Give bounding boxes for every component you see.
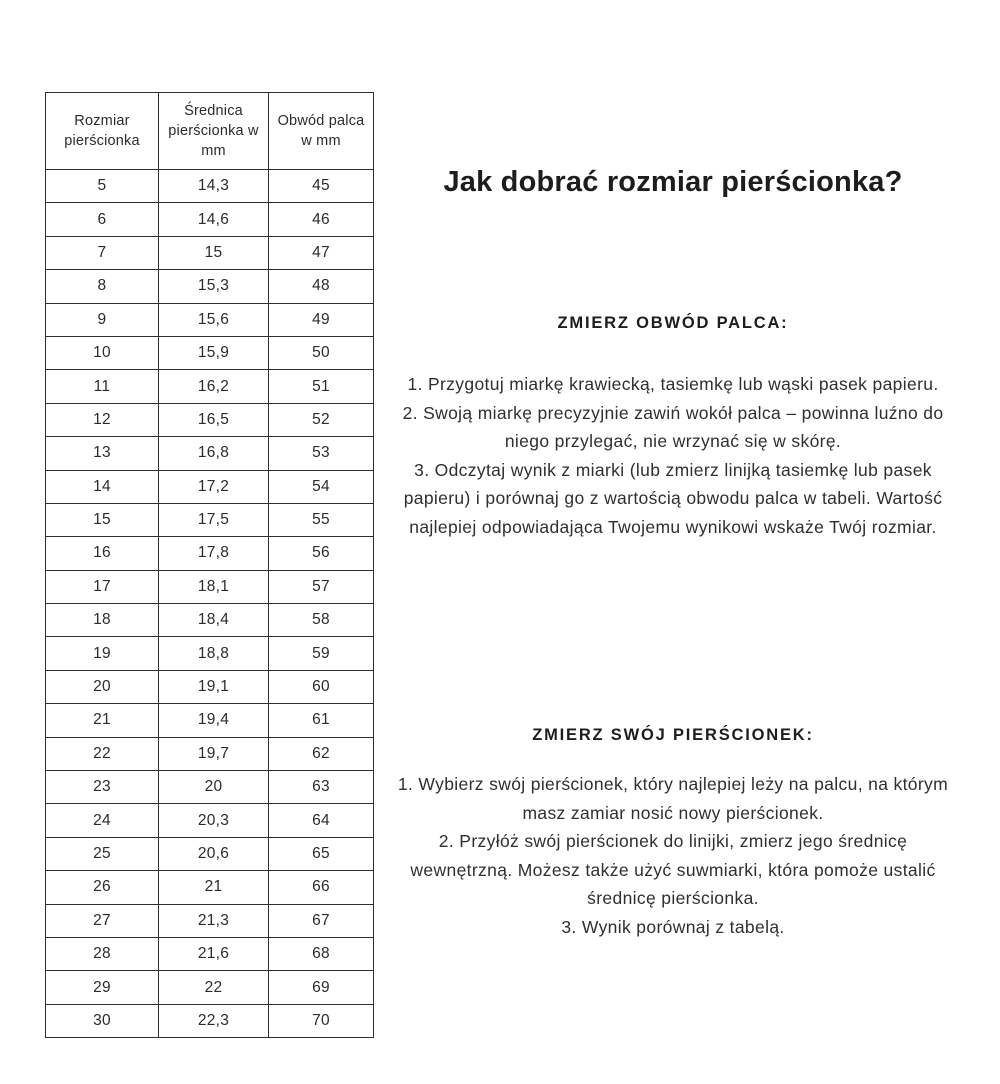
- table-cell: 63: [269, 771, 374, 804]
- table-cell: 25: [46, 837, 159, 870]
- table-cell: 26: [46, 871, 159, 904]
- table-row: [46, 1004, 374, 1037]
- table-row: [46, 937, 374, 970]
- table-row: [46, 570, 374, 603]
- table-row: [46, 470, 374, 503]
- table-cell: 65: [269, 837, 374, 870]
- table-cell: 19,4: [159, 704, 269, 737]
- table-row: [46, 604, 374, 637]
- table-cell: 17,8: [159, 537, 269, 570]
- ring-size-table-container: [45, 92, 373, 1038]
- table-cell: 21,6: [159, 937, 269, 970]
- table-cell: 30: [46, 1004, 159, 1037]
- table-row: [46, 503, 374, 536]
- table-cell: 20: [159, 771, 269, 804]
- ring-size-table-body: [46, 170, 374, 1038]
- table-cell: 21: [159, 871, 269, 904]
- table-cell: 14,3: [159, 170, 269, 203]
- table-cell: 22: [46, 737, 159, 770]
- column-header-ring-size: Rozmiar pierścionka: [46, 93, 159, 170]
- table-cell: 22: [159, 971, 269, 1004]
- table-cell: 18,8: [159, 637, 269, 670]
- table-row: [46, 437, 374, 470]
- table-cell: 14: [46, 470, 159, 503]
- instruction-item: 1. Wybierz swój pierścionek, który najlepiej leży na palcu, na którym masz zamiar nosić nowy pierścionek.: [397, 774, 949, 823]
- table-cell: 28: [46, 937, 159, 970]
- table-cell: 15,3: [159, 270, 269, 303]
- table-cell: 16,5: [159, 403, 269, 436]
- table-cell: 27: [46, 904, 159, 937]
- table-cell: 58: [269, 604, 374, 637]
- table-cell: 56: [269, 537, 374, 570]
- table-row: [46, 403, 374, 436]
- table-cell: 21,3: [159, 904, 269, 937]
- table-cell: 7: [46, 236, 159, 269]
- table-row: [46, 771, 374, 804]
- table-cell: 12: [46, 403, 159, 436]
- table-row: [46, 336, 374, 369]
- ring-size-table: [45, 92, 374, 1038]
- table-row: [46, 737, 374, 770]
- table-cell: 16,8: [159, 437, 269, 470]
- table-row: [46, 303, 374, 336]
- table-cell: 20,6: [159, 837, 269, 870]
- table-cell: 6: [46, 203, 159, 236]
- table-cell: 23: [46, 771, 159, 804]
- table-cell: 8: [46, 270, 159, 303]
- table-cell: 51: [269, 370, 374, 403]
- table-row: [46, 170, 374, 203]
- table-cell: 52: [269, 403, 374, 436]
- table-cell: 14,6: [159, 203, 269, 236]
- table-cell: 13: [46, 437, 159, 470]
- table-row: [46, 704, 374, 737]
- table-cell: 45: [269, 170, 374, 203]
- table-cell: 64: [269, 804, 374, 837]
- table-cell: 15: [46, 503, 159, 536]
- table-cell: 10: [46, 336, 159, 369]
- table-cell: 66: [269, 871, 374, 904]
- table-row: [46, 871, 374, 904]
- table-cell: 53: [269, 437, 374, 470]
- table-cell: 70: [269, 1004, 374, 1037]
- table-cell: 48: [269, 270, 374, 303]
- instruction-item: 2. Swoją miarkę precyzyjnie zawiń wokół palca – powinna luźno do niego przylegać, nie wrzynać się w skórę.: [402, 402, 944, 452]
- table-cell: 17,2: [159, 470, 269, 503]
- table-header-row: [46, 93, 374, 170]
- table-cell: 15,9: [159, 336, 269, 369]
- table-cell: 67: [269, 904, 374, 937]
- table-cell: 57: [269, 570, 374, 603]
- table-cell: 19: [46, 637, 159, 670]
- table-cell: 16: [46, 537, 159, 570]
- table-cell: 29: [46, 971, 159, 1004]
- instruction-item: 3. Wynik porównaj z tabelą.: [561, 916, 785, 937]
- table-cell: 19,7: [159, 737, 269, 770]
- section-heading-measure-finger: ZMIERZ OBWÓD PALCA:: [557, 314, 789, 332]
- table-cell: 18: [46, 604, 159, 637]
- table-cell: 16,2: [159, 370, 269, 403]
- page-title: Jak dobrać rozmiar pierścionka?: [443, 166, 903, 198]
- table-cell: 24: [46, 804, 159, 837]
- table-row: [46, 971, 374, 1004]
- table-cell: 69: [269, 971, 374, 1004]
- table-cell: 47: [269, 236, 374, 269]
- table-cell: 46: [269, 203, 374, 236]
- instruction-item: 2. Przyłóż swój pierścionek do linijki, zmierz jego średnicę wewnętrzną. Możesz także użyć suwmiarki, która pomoże ustalić średnicę pierścionka.: [410, 831, 936, 909]
- table-cell: 17,5: [159, 503, 269, 536]
- table-row: [46, 837, 374, 870]
- table-cell: 15: [159, 236, 269, 269]
- table-cell: 18,1: [159, 570, 269, 603]
- table-cell: 15,6: [159, 303, 269, 336]
- table-cell: 18,4: [159, 604, 269, 637]
- table-cell: 9: [46, 303, 159, 336]
- table-cell: 49: [269, 303, 374, 336]
- table-cell: 60: [269, 670, 374, 703]
- table-row: [46, 203, 374, 236]
- table-cell: 61: [269, 704, 374, 737]
- table-cell: 19,1: [159, 670, 269, 703]
- table-row: [46, 670, 374, 703]
- instruction-item: 3. Odczytaj wynik z miarki (lub zmierz linijką tasiemkę lub pasek papieru) i porównaj go z wartością obwodu palca w tabeli. Wartość najlepiej odpowiadająca Twojemu wynikowi wskaże Twój rozmiar.: [403, 459, 943, 537]
- table-cell: 20,3: [159, 804, 269, 837]
- table-row: [46, 904, 374, 937]
- table-row: [46, 804, 374, 837]
- table-row: [46, 370, 374, 403]
- table-cell: 11: [46, 370, 159, 403]
- table-cell: 21: [46, 704, 159, 737]
- column-header-ring-diameter: Średnica pierścionka w mm: [159, 93, 269, 170]
- table-cell: 50: [269, 336, 374, 369]
- table-cell: 55: [269, 503, 374, 536]
- section-heading-measure-ring: ZMIERZ SWÓJ PIERŚCIONEK:: [532, 726, 814, 744]
- table-cell: 20: [46, 670, 159, 703]
- table-cell: 54: [269, 470, 374, 503]
- table-cell: 17: [46, 570, 159, 603]
- table-row: [46, 270, 374, 303]
- table-cell: 59: [269, 637, 374, 670]
- table-row: [46, 236, 374, 269]
- table-cell: 22,3: [159, 1004, 269, 1037]
- table-cell: 5: [46, 170, 159, 203]
- section-body-measure-ring: [397, 770, 949, 942]
- table-cell: 68: [269, 937, 374, 970]
- column-header-finger-circumference: Obwód palca w mm: [269, 93, 374, 170]
- table-row: [46, 537, 374, 570]
- table-row: [46, 637, 374, 670]
- section-body-measure-finger: [397, 370, 949, 542]
- instruction-item: 1. Przygotuj miarkę krawiecką, tasiemkę lub wąski pasek papieru.: [407, 374, 939, 394]
- ring-size-table-header: [46, 93, 374, 170]
- table-cell: 62: [269, 737, 374, 770]
